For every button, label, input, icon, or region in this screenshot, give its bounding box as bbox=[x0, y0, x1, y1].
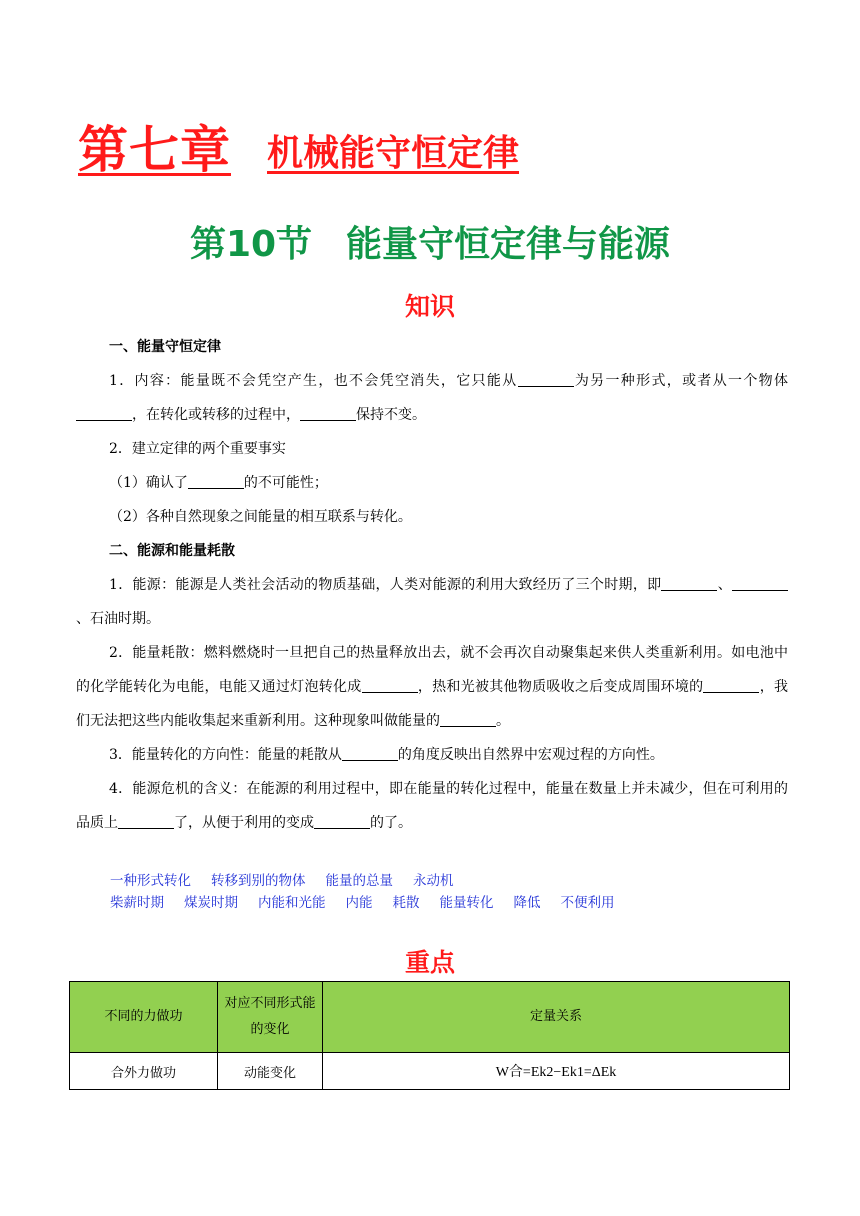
part2-heading: 二、能源和能量耗散 bbox=[109, 543, 235, 559]
answer-item: 永动机 bbox=[413, 873, 454, 889]
knowledge-content bbox=[76, 330, 788, 840]
formula: W合=Ek2−Ek1=ΔEk bbox=[495, 1065, 617, 1080]
fill-blank bbox=[703, 678, 759, 693]
fill-blank bbox=[661, 576, 717, 591]
answer-item: 煤炭时期 bbox=[184, 895, 238, 911]
answer-item: 内能和光能 bbox=[258, 895, 326, 911]
fill-blank bbox=[76, 406, 132, 421]
fill-blank bbox=[342, 746, 398, 761]
fill-blank bbox=[314, 814, 370, 829]
formula-cell bbox=[323, 1053, 790, 1090]
answer-key bbox=[110, 870, 810, 914]
fill-blank bbox=[300, 406, 356, 421]
answer-item: 降低 bbox=[513, 895, 541, 911]
fill-blank bbox=[732, 576, 788, 591]
header-cell: 定量关系 bbox=[323, 982, 790, 1053]
paragraph: 1．能源：能源是人类社会活动的物质基础，人类对能源的利用大致经历了三个时期，即 、、石油时期。 bbox=[76, 568, 788, 636]
header-cell: 不同的力做功 bbox=[70, 982, 218, 1053]
paragraph: 3．能量转化的方向性：能量的耗散从 的角度反映出自然界中宏观过程的方向性。 bbox=[109, 747, 664, 763]
answer-item: 不便利用 bbox=[560, 895, 615, 911]
change-cell: 动能变化 bbox=[218, 1053, 323, 1090]
section-number: 第10节 bbox=[189, 224, 313, 265]
chapter-title bbox=[78, 112, 519, 182]
chapter-number: 第七章 bbox=[78, 121, 231, 179]
table-row bbox=[70, 1053, 790, 1090]
answer-line-1 bbox=[110, 870, 810, 892]
answer-item: 一种形式转化 bbox=[110, 873, 191, 889]
force-cell: 合外力做功 bbox=[70, 1053, 218, 1090]
table-header-row bbox=[70, 982, 790, 1053]
answer-item: 转移到别的物体 bbox=[211, 873, 306, 889]
part1-heading: 一、能量守恒定律 bbox=[109, 339, 221, 355]
answer-item: 能量的总量 bbox=[325, 873, 393, 889]
key-points-heading: 重点 bbox=[404, 948, 455, 977]
fill-blank bbox=[188, 474, 244, 489]
chapter-name: 机械能守恒定律 bbox=[267, 133, 520, 174]
fill-blank bbox=[440, 712, 496, 727]
answer-item: 柴薪时期 bbox=[110, 895, 164, 911]
header-cell: 对应不同形式能的变化 bbox=[218, 982, 323, 1053]
paragraph: （1）确认了 的不可能性； bbox=[109, 475, 328, 491]
answer-item: 能量转化 bbox=[439, 895, 494, 911]
fill-blank bbox=[518, 372, 574, 387]
answer-item: 内能 bbox=[345, 895, 373, 911]
section-title bbox=[0, 216, 860, 267]
paragraph: 2．能量耗散：燃料燃烧时一旦把自己的热量释放出去，就不会再次自动聚集起来供人类重新利用。如电池中的化学能转化为电能，电能又通过灯泡转化成 ，热和光被其他物质吸收之后变成周围环境的 ，我们无法把这些内能收集起来重新利用。这种现象叫做能量的 。 bbox=[76, 645, 789, 729]
key-points-table bbox=[69, 981, 790, 1090]
paragraph: 2．建立定律的两个重要事实 bbox=[109, 441, 286, 457]
fill-blank bbox=[118, 814, 174, 829]
fill-blank bbox=[362, 678, 418, 693]
paragraph: 1．内容：能量既不会凭空产生，也不会凭空消失，它只能从 为另一种形式，或者从一个物体，在转化或转移的过程中， 保持不变。 bbox=[76, 364, 788, 432]
section-name: 能量守恒定律与能源 bbox=[346, 224, 671, 265]
answer-line-2 bbox=[110, 892, 810, 914]
knowledge-heading: 知识 bbox=[404, 292, 455, 321]
paragraph: 4．能源危机的含义：在能源的利用过程中，即在能量的转化过程中，能量在数量上并未减少，但在可利用的品质上 了，从便于利用的变成 的了。 bbox=[76, 781, 788, 831]
answer-item: 耗散 bbox=[392, 895, 420, 911]
paragraph: （2）各种自然现象之间能量的相互联系与转化。 bbox=[109, 509, 412, 525]
